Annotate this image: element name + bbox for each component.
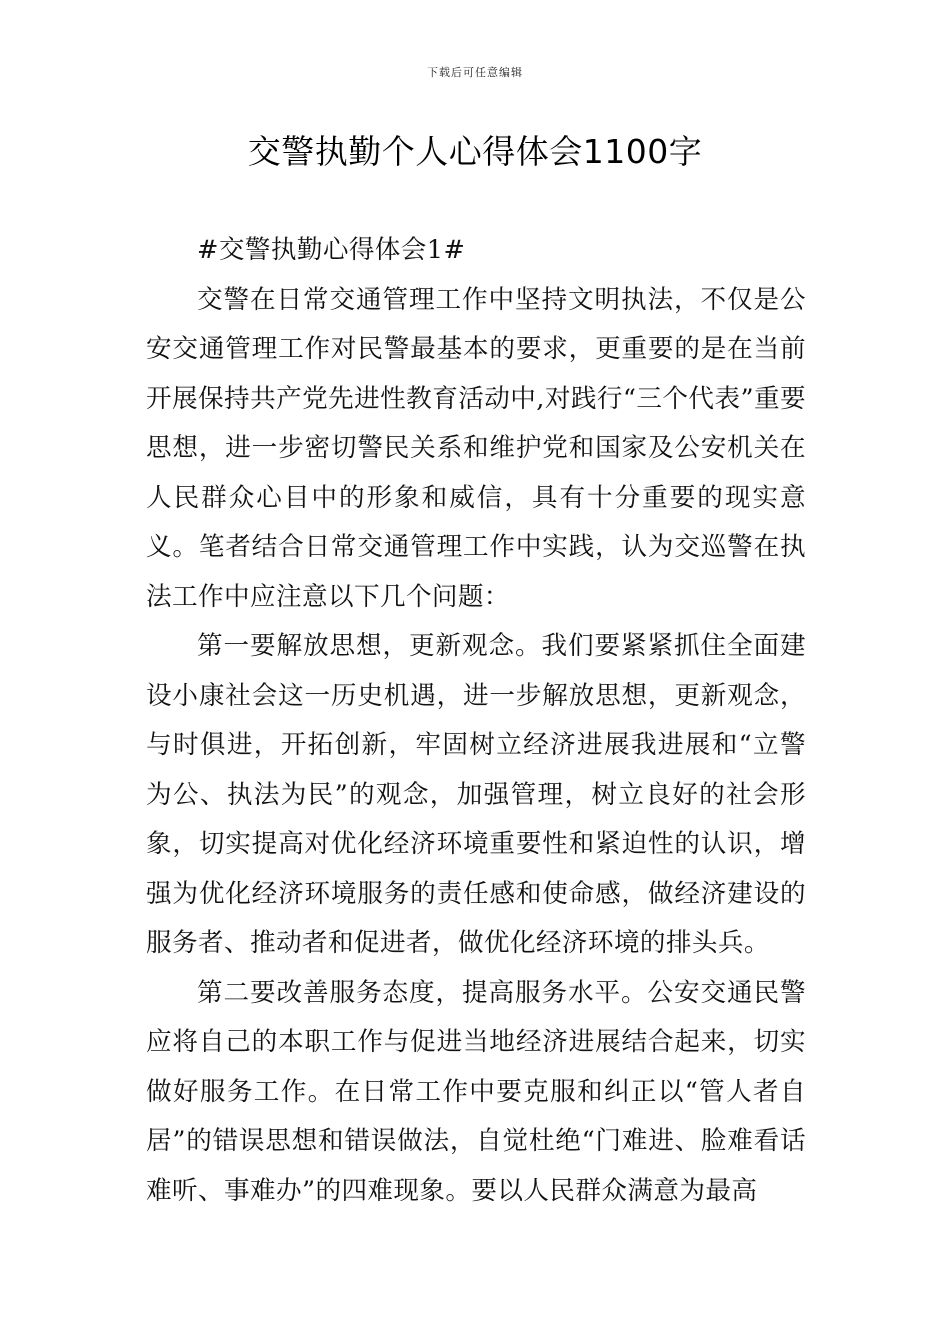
document-body bbox=[146, 226, 806, 1216]
paragraph-intro: 交警在日常交通管理工作中坚持文明执法，不仅是公安交通管理工作对民警最基本的要求，更重要的是在当前开展保持共产党先进性教育活动中,对践行“三个代表”重要思想，进一步密切警民关系和维护党和国家及公安机关在人民群众心目中的形象和威信，具有十分重要的现实意义。笔者结合日常交通管理工作中实践，认为交巡警在执法工作中应注意以下几个问题： bbox=[146, 284, 806, 612]
document-title: 交警执勤个人心得体会1100字 bbox=[247, 132, 703, 171]
header-note: 下载后可任意编辑 bbox=[427, 66, 523, 79]
paragraph-second-point: 第二要改善服务态度，提高服务水平。公安交通民警应将自己的本职工作与促进当地经济进展结合起来，切实做好服务工作。在日常工作中要克服和纠正以“管人者自居”的错误思想和错误做法，自觉杜绝“门难进、脸难看话难听、事难办”的四难现象。要以人民群众满意为最高 bbox=[146, 977, 806, 1206]
paragraph-first-point: 第一要解放思想，更新观念。我们要紧紧抓住全面建设小康社会这一历史机遇，进一步解放思想，更新观念，与时俱进，开拓创新，牢固树立经济进展我进展和“立警为公、执法为民”的观念，加强管理，树立良好的社会形象，切实提高对优化经济环境重要性和紧迫性的认识，增强为优化经济环境服务的责任感和使命感，做经济建设的服务者、推动者和促进者，做优化经济环境的排头兵。 bbox=[146, 631, 806, 958]
section-heading: #交警执勤心得体会1# bbox=[197, 235, 466, 265]
